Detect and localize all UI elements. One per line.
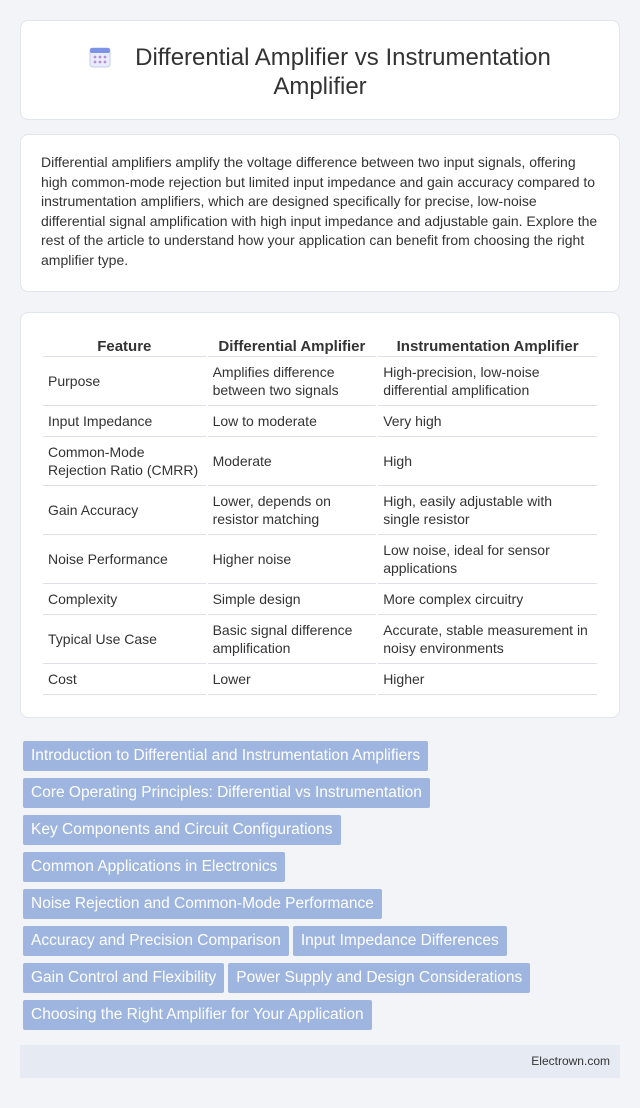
table-cell: More complex circuitry (378, 584, 597, 615)
tag-row (23, 889, 623, 926)
tag-row (23, 852, 623, 889)
table-cell: Lower, depends on resistor matching (208, 486, 377, 535)
calendar-grid-icon (89, 46, 111, 68)
topic-tags (23, 741, 623, 1037)
table-cell: Basic signal difference amplification (208, 615, 377, 664)
topic-tag-link[interactable]: Core Operating Principles: Differential vs Instrumentation (23, 778, 430, 808)
table-cell: Accurate, stable measurement in noisy environments (378, 615, 597, 664)
comparison-table-card (20, 312, 620, 718)
table-cell: Higher (378, 664, 597, 695)
table-header-row (43, 335, 597, 357)
table-cell: Lower (208, 664, 377, 695)
topic-tag-link[interactable]: Accuracy and Precision Comparison (23, 926, 289, 956)
table-row (43, 584, 597, 615)
table-cell: Cost (43, 664, 206, 695)
topic-tag-link[interactable]: Key Components and Circuit Configurations (23, 815, 341, 845)
table-row (43, 615, 597, 664)
page-title-wrap (21, 43, 619, 101)
table-cell: Simple design (208, 584, 377, 615)
topic-tag-link[interactable]: Gain Control and Flexibility (23, 963, 224, 993)
table-cell: Moderate (208, 437, 377, 486)
header-differential: Differential Amplifier (208, 335, 377, 357)
tag-row (23, 926, 623, 963)
tag-row (23, 1000, 623, 1037)
topic-tag-link[interactable]: Noise Rejection and Common-Mode Performance (23, 889, 382, 919)
intro-card (20, 134, 620, 292)
table-cell: Very high (378, 406, 597, 437)
table-cell: High (378, 437, 597, 486)
tag-row (23, 963, 623, 1000)
page-title: Differential Amplifier vs Instrumentation Amplifier (135, 44, 551, 100)
topic-tag-link[interactable]: Introduction to Differential and Instrumentation Amplifiers (23, 741, 428, 771)
table-row (43, 486, 597, 535)
table-row (43, 437, 597, 486)
table-cell: Higher noise (208, 535, 377, 584)
table-cell: Purpose (43, 357, 206, 406)
table-cell: Typical Use Case (43, 615, 206, 664)
topic-tag-link[interactable]: Choosing the Right Amplifier for Your Application (23, 1000, 372, 1030)
comparison-table (41, 335, 599, 695)
table-row (43, 406, 597, 437)
table-row (43, 664, 597, 695)
table-cell: Common-Mode Rejection Ratio (CMRR) (43, 437, 206, 486)
title-card (20, 20, 620, 120)
tag-row (23, 741, 623, 778)
table-cell: High-precision, low-noise differential amplification (378, 357, 597, 406)
table-cell: Complexity (43, 584, 206, 615)
table-cell: Input Impedance (43, 406, 206, 437)
topic-tag-link[interactable]: Input Impedance Differences (293, 926, 507, 956)
table-cell: Gain Accuracy (43, 486, 206, 535)
table-cell: Low to moderate (208, 406, 377, 437)
tag-row (23, 778, 623, 815)
topic-tag-link[interactable]: Power Supply and Design Considerations (228, 963, 530, 993)
intro-paragraph: Differential amplifiers amplify the voltage difference between two input signals, offering high common-mode rejection but limited input impedance and gain accuracy compared to instrumentation amplifiers, which are designed specifically for precise, low-noise differential signal amplification with high input impedance and adjustable gain. Explore the rest of the article to understand how your application can benefit from choosing the right amplifier type. (41, 154, 598, 268)
table-row (43, 535, 597, 584)
topic-tag-link[interactable]: Common Applications in Electronics (23, 852, 285, 882)
footer (20, 1045, 620, 1078)
table-cell: Amplifies difference between two signals (208, 357, 377, 406)
tag-row (23, 815, 623, 852)
header-feature: Feature (43, 335, 206, 357)
table-row (43, 357, 597, 406)
header-instrumentation: Instrumentation Amplifier (378, 335, 597, 357)
table-cell: Low noise, ideal for sensor applications (378, 535, 597, 584)
table-cell: Noise Performance (43, 535, 206, 584)
footer-site-link[interactable]: Electrown.com (531, 1054, 610, 1068)
table-cell: High, easily adjustable with single resistor (378, 486, 597, 535)
